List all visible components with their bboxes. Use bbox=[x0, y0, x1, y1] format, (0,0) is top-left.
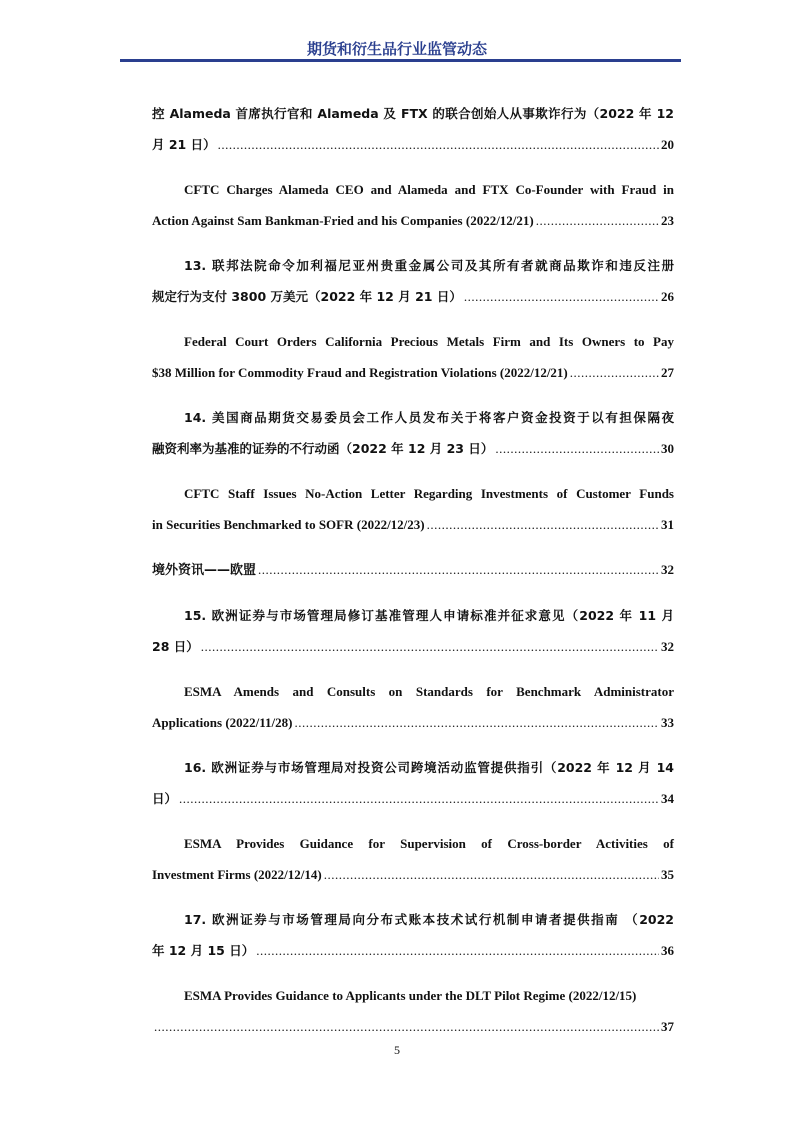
toc-page-number: 36 bbox=[661, 943, 674, 958]
toc-entry-line: Federal Court Orders California Precious Metals Firm and Its Owners to Pay bbox=[184, 334, 674, 349]
toc-entry[interactable] bbox=[152, 250, 674, 312]
dot-leader bbox=[256, 935, 659, 966]
toc-entry-text: in Securities Benchmarked to SOFR (2022/12/23) bbox=[152, 517, 425, 532]
toc-page-number: 35 bbox=[661, 867, 674, 882]
toc-page-number: 23 bbox=[661, 213, 674, 228]
toc-entry-text: Action Against Sam Bankman-Fried and his Companies (2022/12/21) bbox=[152, 213, 534, 228]
toc-entry-last-line bbox=[152, 433, 674, 464]
toc-entry[interactable] bbox=[152, 600, 674, 662]
toc-entry-text: Applications (2022/11/28) bbox=[152, 715, 293, 730]
dot-leader bbox=[154, 1011, 659, 1042]
toc-entry-line: 15. 欧洲证券与市场管理局修订基准管理人申请标准并征求意见（2022 年 11 月 bbox=[184, 608, 674, 623]
toc-entry-line: 控 Alameda 首席执行官和 Alameda 及 FTX 的联合创始人从事欺诈行为（2022 年 12 bbox=[152, 106, 674, 121]
toc-entry-last-line bbox=[152, 707, 674, 738]
toc-page-number: 32 bbox=[661, 562, 674, 577]
dot-leader bbox=[427, 509, 659, 540]
table-of-contents bbox=[152, 98, 674, 1056]
toc-page-number: 33 bbox=[661, 715, 674, 730]
toc-entry[interactable] bbox=[152, 752, 674, 814]
toc-entry-last-line bbox=[152, 129, 674, 160]
toc-entry-text: 28 日） bbox=[152, 639, 199, 654]
toc-entry-last-line bbox=[152, 1011, 674, 1042]
dot-leader bbox=[495, 433, 659, 464]
toc-page-number: 31 bbox=[661, 517, 674, 532]
toc-entry-line: ESMA Provides Guidance for Supervision of Cross-border Activities of bbox=[184, 836, 674, 851]
toc-page-number: 20 bbox=[661, 137, 674, 152]
toc-entry-line: 17. 欧洲证券与市场管理局向分布式账本技术试行机制申请者提供指南 （2022 bbox=[184, 912, 674, 927]
toc-page-number: 32 bbox=[661, 639, 674, 654]
toc-entry-text: 规定行为支付 3800 万美元（2022 年 12 月 21 日） bbox=[152, 289, 462, 304]
dot-leader bbox=[295, 707, 660, 738]
toc-entry-text: Investment Firms (2022/12/14) bbox=[152, 867, 322, 882]
toc-page-number: 37 bbox=[661, 1019, 674, 1034]
toc-entry-text: 月 21 日） bbox=[152, 137, 216, 152]
toc-entry-last-line bbox=[152, 281, 674, 312]
toc-entry-line: 16. 欧洲证券与市场管理局对投资公司跨境活动监管提供指引（2022 年 12 月 14 bbox=[184, 760, 674, 775]
toc-entry[interactable] bbox=[152, 676, 674, 738]
toc-page-number: 26 bbox=[661, 289, 674, 304]
toc-entry[interactable] bbox=[152, 980, 674, 1042]
header-rule bbox=[120, 59, 681, 62]
toc-entry-text: 融资利率为基准的证券的不行动函（2022 年 12 月 23 日） bbox=[152, 441, 494, 456]
dot-leader bbox=[324, 859, 659, 890]
toc-page-number: 30 bbox=[661, 441, 674, 456]
dot-leader bbox=[570, 357, 659, 388]
toc-entry-line: 13. 联邦法院命令加利福尼亚州贵重金属公司及其所有者就商品欺诈和违反注册 bbox=[184, 258, 674, 273]
toc-entry-line: CFTC Staff Issues No-Action Letter Regarding Investments of Customer Funds bbox=[184, 486, 674, 501]
toc-entry[interactable] bbox=[152, 326, 674, 388]
toc-entry-last-line bbox=[152, 783, 674, 814]
dot-leader bbox=[464, 281, 659, 312]
toc-entry-last-line bbox=[152, 935, 674, 966]
toc-entry[interactable] bbox=[152, 904, 674, 966]
page-number: 5 bbox=[394, 1043, 400, 1057]
toc-entry-line: CFTC Charges Alameda CEO and Alameda and FTX Co-Founder with Fraud in bbox=[184, 182, 674, 197]
toc-entry-last-line bbox=[152, 205, 674, 236]
toc-entry-line: ESMA Amends and Consults on Standards for Benchmark Administrator bbox=[184, 684, 674, 699]
toc-entry-last-line bbox=[152, 509, 674, 540]
dot-leader bbox=[218, 129, 659, 160]
toc-entry[interactable] bbox=[152, 98, 674, 160]
toc-entry-text: 日） bbox=[152, 791, 178, 806]
toc-entry[interactable] bbox=[152, 478, 674, 540]
toc-entry[interactable] bbox=[152, 174, 674, 236]
toc-entry-last-line bbox=[152, 631, 674, 662]
toc-section-heading[interactable] bbox=[152, 554, 674, 586]
dot-leader bbox=[201, 631, 659, 662]
toc-entry-last-line bbox=[152, 859, 674, 890]
dot-leader bbox=[536, 205, 659, 236]
toc-page-number: 27 bbox=[661, 365, 674, 380]
toc-entry[interactable] bbox=[152, 402, 674, 464]
toc-entry-line: ESMA Provides Guidance to Applicants under the DLT Pilot Regime (2022/12/15) bbox=[184, 988, 637, 1003]
toc-page-number: 34 bbox=[661, 791, 674, 806]
toc-entry-text: $38 Million for Commodity Fraud and Registration Violations (2022/12/21) bbox=[152, 365, 568, 380]
toc-entry-last-line bbox=[152, 357, 674, 388]
dot-leader bbox=[258, 554, 659, 585]
dot-leader bbox=[179, 783, 659, 814]
section-title: 境外资讯——欧盟 bbox=[152, 563, 257, 578]
running-header-title: 期货和衍生品行业监管动态 bbox=[306, 40, 487, 58]
toc-entry-text: 年 12 月 15 日） bbox=[152, 943, 255, 958]
toc-entry[interactable] bbox=[152, 828, 674, 890]
toc-entry-line: 14. 美国商品期货交易委员会工作人员发布关于将客户资金投资于以有担保隔夜 bbox=[184, 410, 674, 425]
